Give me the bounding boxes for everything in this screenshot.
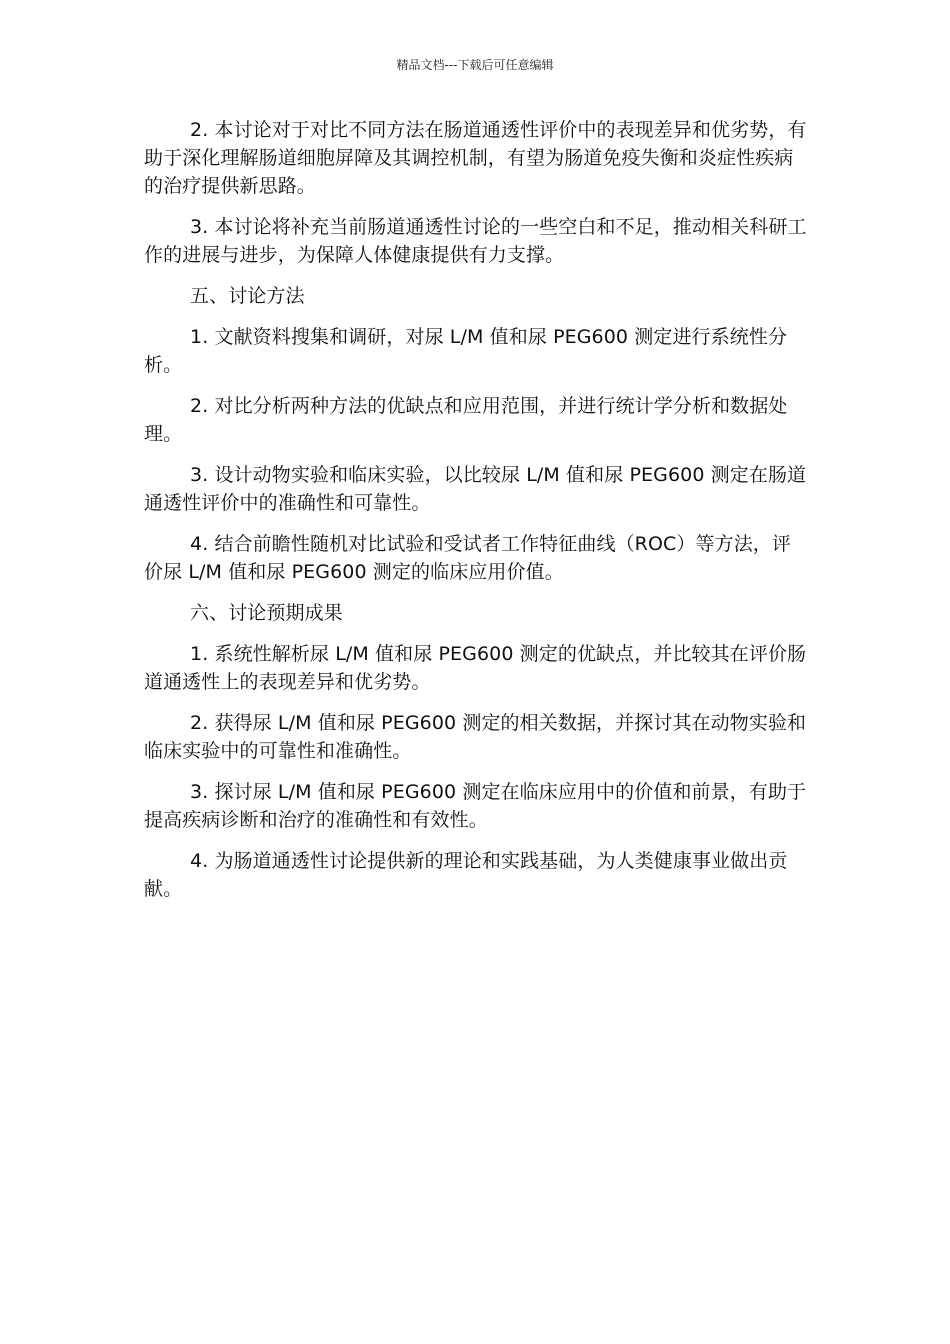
paragraph-method-4: 4. 结合前瞻性随机对比试验和受试者工作特征曲线（ROC）等方法，评价尿 L/M 值和尿 PEG600 测定的临床应用价值。 bbox=[144, 533, 791, 583]
paragraph-result-4: 4. 为肠道通透性讨论提供新的理论和实践基础，为人类健康事业做出贡献。 bbox=[144, 850, 788, 900]
section-heading-expected-results: 六、讨论预期成果 bbox=[190, 602, 343, 624]
paragraph-method-1: 1. 文献资料搜集和调研，对尿 L/M 值和尿 PEG600 测定进行系统性分析。 bbox=[144, 326, 788, 376]
paragraph-research-significance-3: 3. 本讨论将补充当前肠道通透性讨论的一些空白和不足，推动相关科研工作的进展与进步，为保障人体健康提供有力支撑。 bbox=[144, 216, 807, 266]
paragraph-result-2: 2. 获得尿 L/M 值和尿 PEG600 测定的相关数据，并探讨其在动物实验和临床实验中的可靠性和准确性。 bbox=[144, 712, 807, 762]
paragraph-result-1: 1. 系统性解析尿 L/M 值和尿 PEG600 测定的优缺点，并比较其在评价肠道通透性上的表现差异和优劣势。 bbox=[144, 643, 807, 693]
paragraph-method-2: 2. 对比分析两种方法的优缺点和应用范围，并进行统计学分析和数据处理。 bbox=[144, 395, 788, 445]
paragraph-result-3: 3. 探讨尿 L/M 值和尿 PEG600 测定在临床应用中的价值和前景，有助于提高疾病诊断和治疗的准确性和有效性。 bbox=[144, 781, 807, 831]
page-header: 精品文档---下载后可任意编辑 bbox=[396, 58, 554, 72]
paragraph-research-significance-2: 2. 本讨论对于对比不同方法在肠道通透性评价中的表现差异和优劣势，有助于深化理解肠道细胞屏障及其调控机制，有望为肠道免疫失衡和炎症性疾病的治疗提供新思路。 bbox=[144, 119, 807, 197]
document-body bbox=[144, 116, 808, 916]
section-heading-methods: 五、讨论方法 bbox=[190, 285, 305, 307]
paragraph-method-3: 3. 设计动物实验和临床实验，以比较尿 L/M 值和尿 PEG600 测定在肠道通透性评价中的准确性和可靠性。 bbox=[144, 464, 807, 514]
